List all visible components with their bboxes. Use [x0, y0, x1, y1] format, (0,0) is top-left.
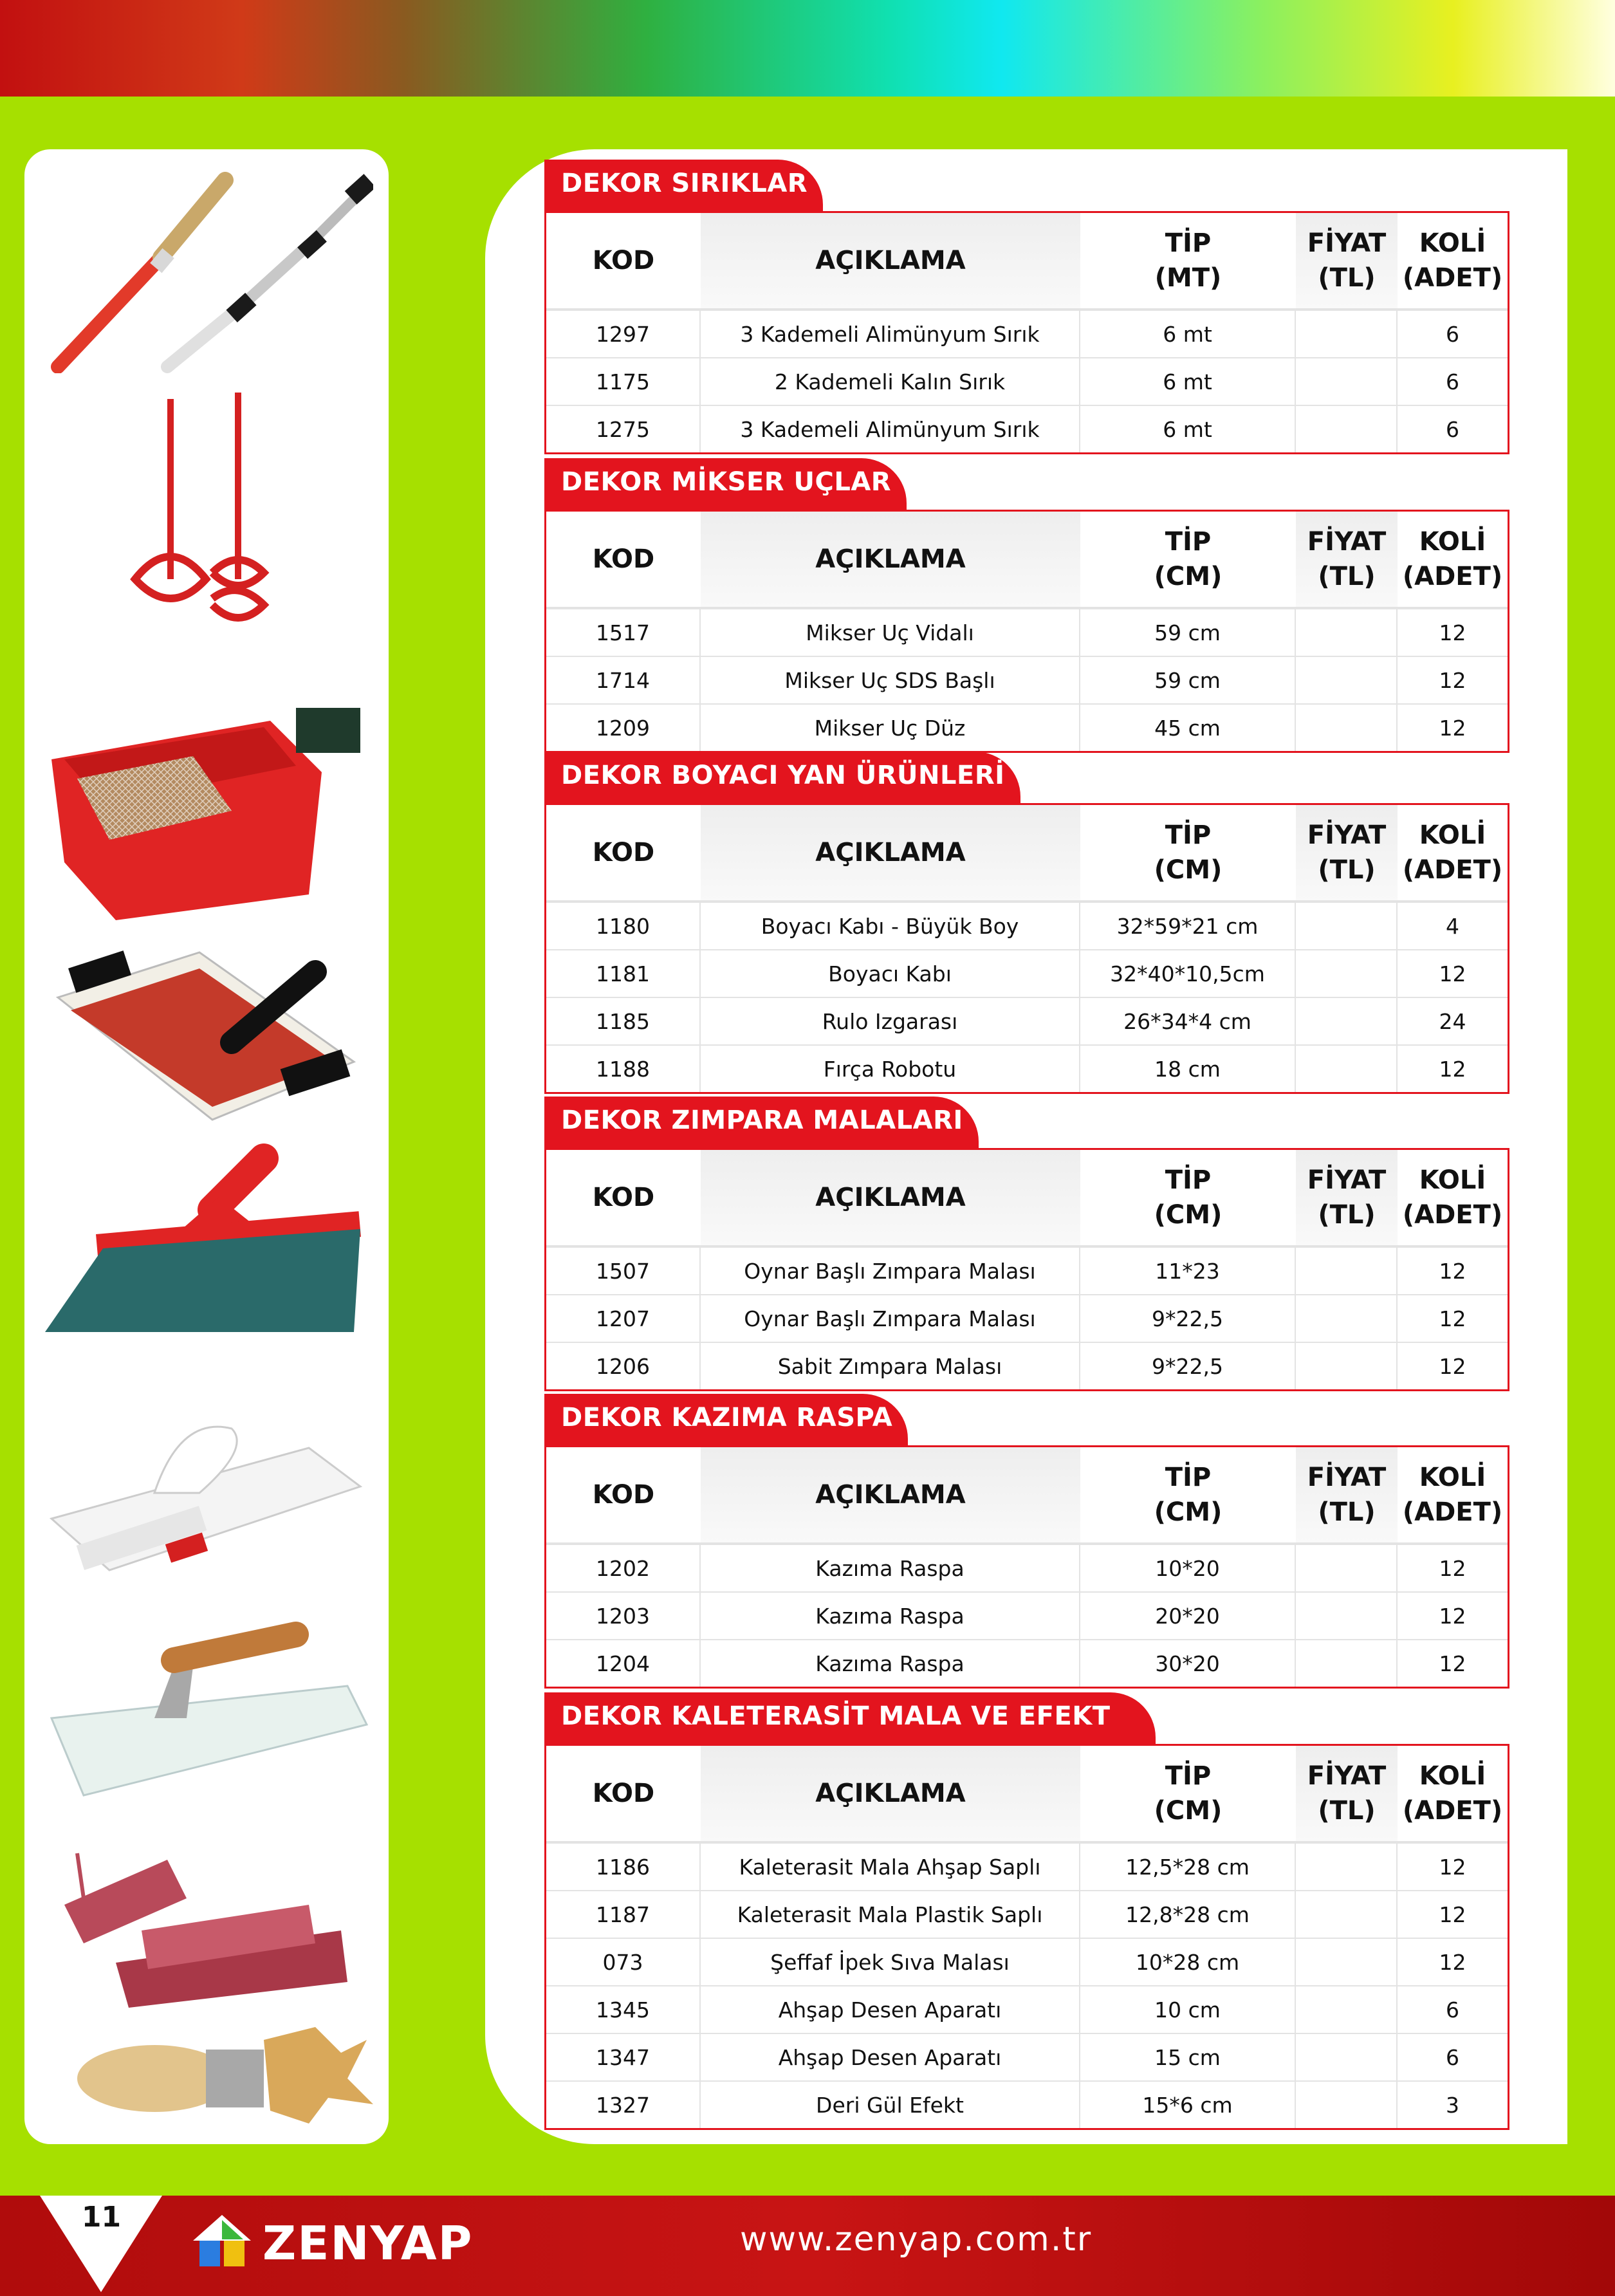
- cell-fiyat: [1296, 406, 1398, 452]
- cell-koli: 12: [1439, 1854, 1466, 1880]
- cell-aciklama: Ahşap Desen Aparatı: [701, 1986, 1080, 2033]
- sanding-board-image: [39, 933, 373, 1139]
- cell-tip: 59 cm: [1080, 657, 1296, 703]
- table-row: [546, 656, 1508, 703]
- table-header: [546, 1447, 1508, 1544]
- cell-fiyat: [1296, 1939, 1398, 1985]
- cell-aciklama: Sabit Zımpara Malası: [701, 1343, 1080, 1389]
- cell-fiyat: [1296, 903, 1398, 949]
- cell-fiyat: [1296, 609, 1398, 656]
- cell-fiyat: [1296, 1295, 1398, 1342]
- cell-koli: 6: [1446, 2044, 1459, 2070]
- cell-koli: 12: [1439, 667, 1466, 693]
- cell-aciklama: Rulo Izgarası: [701, 998, 1080, 1044]
- col-aciklama: AÇIKLAMA: [701, 512, 1080, 607]
- cell-kod: 1187: [546, 1891, 701, 1938]
- cell-tip: 20*20: [1080, 1593, 1296, 1639]
- kazima-raspa-image: [39, 1403, 373, 1596]
- table-row: [546, 1938, 1508, 1985]
- cell-tip: 30*20: [1080, 1640, 1296, 1687]
- product-table: [544, 211, 1509, 454]
- col-koli: KOLİ (ADET): [1402, 1463, 1503, 1527]
- cell-koli: 12: [1439, 961, 1466, 986]
- page-number: 11: [81, 2201, 122, 2234]
- cell-tip: 10 cm: [1080, 1986, 1296, 2033]
- cell-tip: 9*22,5: [1080, 1295, 1296, 1342]
- cell-tip: 32*59*21 cm: [1080, 903, 1296, 949]
- table-row: [546, 2033, 1508, 2080]
- cell-fiyat: [1296, 1593, 1398, 1639]
- cell-koli: 12: [1439, 1306, 1466, 1331]
- col-kod: KOD: [592, 1480, 655, 1510]
- section-title: DEKOR KALETERASİT MALA VE EFEKT: [544, 1692, 1156, 1744]
- col-tip: TİP (MT): [1154, 228, 1222, 293]
- cell-kod: 1202: [546, 1545, 701, 1591]
- plastering-trowel-image: [39, 1609, 373, 1802]
- cell-fiyat: [1296, 657, 1398, 703]
- cell-fiyat: [1296, 1343, 1398, 1389]
- cell-koli: 12: [1439, 715, 1466, 741]
- cell-aciklama: Oynar Başlı Zımpara Malası: [701, 1248, 1080, 1294]
- cell-kod: 1204: [546, 1640, 701, 1687]
- section-title: DEKOR BOYACI YAN ÜRÜNLERİ: [544, 752, 1020, 803]
- mixer-paddle-image: [39, 386, 373, 643]
- table-header: [546, 512, 1508, 608]
- cell-fiyat: [1296, 1891, 1398, 1938]
- col-tip: TİP (CM): [1154, 1463, 1223, 1527]
- section-title: DEKOR KAZIMA RASPA: [544, 1394, 908, 1445]
- table-row: [546, 703, 1508, 751]
- cell-fiyat: [1296, 950, 1398, 997]
- table-row: [546, 1544, 1508, 1591]
- col-fiyat: FİYAT (TL): [1296, 512, 1398, 607]
- cell-koli: 12: [1439, 1258, 1466, 1284]
- paint-pole-image: [39, 161, 373, 373]
- cell-koli: 3: [1446, 2092, 1459, 2118]
- table-row: [546, 1639, 1508, 1687]
- cell-tip: 6 mt: [1080, 358, 1296, 405]
- cell-tip: 10*20: [1080, 1545, 1296, 1591]
- cell-fiyat: [1296, 1046, 1398, 1092]
- col-fiyat: FİYAT (TL): [1296, 1150, 1398, 1245]
- col-koli: KOLİ (ADET): [1402, 1761, 1503, 1826]
- table-row: [546, 405, 1508, 452]
- brand-name: ZENYAP: [263, 2216, 474, 2270]
- cell-koli: 12: [1439, 1651, 1466, 1676]
- table-row: [546, 1591, 1508, 1639]
- product-table: [544, 803, 1509, 1094]
- col-koli: KOLİ (ADET): [1402, 228, 1503, 293]
- table-row: [546, 1044, 1508, 1092]
- cell-aciklama: Boyacı Kabı - Büyük Boy: [701, 903, 1080, 949]
- col-tip: TİP (CM): [1154, 527, 1223, 591]
- cell-kod: 1186: [546, 1844, 701, 1890]
- website-link[interactable]: www.zenyap.com.tr: [740, 2220, 1093, 2259]
- cell-tip: 18 cm: [1080, 1046, 1296, 1092]
- cell-tip: 6 mt: [1080, 311, 1296, 357]
- cell-aciklama: Oynar Başlı Zımpara Malası: [701, 1295, 1080, 1342]
- scraper-trowel-image: [39, 1139, 373, 1345]
- col-koli: KOLİ (ADET): [1402, 820, 1503, 885]
- table-row: [546, 310, 1508, 357]
- table-header: [546, 213, 1508, 310]
- cell-kod: 1517: [546, 609, 701, 656]
- cell-aciklama: Fırça Robotu: [701, 1046, 1080, 1092]
- table-row: [546, 608, 1508, 656]
- col-koli: KOLİ (ADET): [1402, 527, 1503, 591]
- cell-tip: 11*23: [1080, 1248, 1296, 1294]
- col-aciklama: AÇIKLAMA: [701, 213, 1080, 308]
- cell-koli: 12: [1439, 1056, 1466, 1082]
- cell-fiyat: [1296, 311, 1398, 357]
- table-row: [546, 357, 1508, 405]
- cell-kod: 1327: [546, 2082, 701, 2128]
- cell-aciklama: Mikser Uç Vidalı: [701, 609, 1080, 656]
- logo-house-icon: [187, 2208, 257, 2273]
- cell-koli: 6: [1446, 321, 1459, 347]
- col-aciklama: AÇIKLAMA: [701, 1746, 1080, 1841]
- col-koli: KOLİ (ADET): [1402, 1165, 1503, 1230]
- cell-koli: 12: [1439, 1555, 1466, 1581]
- col-kod: KOD: [592, 544, 655, 574]
- cell-kod: 1206: [546, 1343, 701, 1389]
- cell-aciklama: 3 Kademeli Alimünyum Sırık: [701, 311, 1080, 357]
- cell-kod: 1207: [546, 1295, 701, 1342]
- table-row: [546, 1294, 1508, 1342]
- cell-fiyat: [1296, 358, 1398, 405]
- table-row: [546, 2080, 1508, 2128]
- cell-kod: 1347: [546, 2034, 701, 2080]
- product-table: [544, 510, 1509, 753]
- cell-aciklama: Ahşap Desen Aparatı: [701, 2034, 1080, 2080]
- leather-rose-brush-image: [39, 2027, 373, 2124]
- cell-koli: 12: [1439, 620, 1466, 645]
- cell-kod: 1203: [546, 1593, 701, 1639]
- cell-koli: 6: [1446, 416, 1459, 442]
- cell-kod: 1714: [546, 657, 701, 703]
- cell-fiyat: [1296, 705, 1398, 751]
- col-fiyat: FİYAT (TL): [1296, 1447, 1398, 1542]
- paint-tray-image: [39, 682, 373, 927]
- cell-aciklama: Şeffaf İpek Sıva Malası: [701, 1939, 1080, 1985]
- cell-kod: 1345: [546, 1986, 701, 2033]
- col-aciklama: AÇIKLAMA: [701, 1150, 1080, 1245]
- cell-fiyat: [1296, 1640, 1398, 1687]
- cell-kod: 1185: [546, 998, 701, 1044]
- col-fiyat: FİYAT (TL): [1296, 213, 1398, 308]
- table-row: [546, 1842, 1508, 1890]
- cell-koli: 12: [1439, 1603, 1466, 1629]
- col-aciklama: AÇIKLAMA: [701, 1447, 1080, 1542]
- col-kod: KOD: [592, 1183, 655, 1212]
- cell-kod: 1180: [546, 903, 701, 949]
- cell-tip: 15 cm: [1080, 2034, 1296, 2080]
- cell-fiyat: [1296, 2034, 1398, 2080]
- cell-aciklama: Kazıma Raspa: [701, 1545, 1080, 1591]
- cell-tip: 12,8*28 cm: [1080, 1891, 1296, 1938]
- cell-koli: 4: [1446, 913, 1459, 939]
- col-kod: KOD: [592, 838, 655, 867]
- col-tip: TİP (CM): [1154, 820, 1223, 885]
- cell-kod: 073: [546, 1939, 701, 1985]
- cell-aciklama: 3 Kademeli Alimünyum Sırık: [701, 406, 1080, 452]
- col-tip: TİP (CM): [1154, 1165, 1223, 1230]
- col-fiyat: FİYAT (TL): [1296, 1746, 1398, 1841]
- cell-tip: 59 cm: [1080, 609, 1296, 656]
- table-row: [546, 1246, 1508, 1294]
- cell-kod: 1175: [546, 358, 701, 405]
- table-row: [546, 949, 1508, 997]
- table-row: [546, 1985, 1508, 2033]
- cell-tip: 9*22,5: [1080, 1343, 1296, 1389]
- product-table: [544, 1445, 1509, 1689]
- section-title: DEKOR ZIMPARA MALALARI: [544, 1097, 979, 1148]
- cell-aciklama: Mikser Uç SDS Başlı: [701, 657, 1080, 703]
- cell-koli: 12: [1439, 1902, 1466, 1927]
- cell-kod: 1209: [546, 705, 701, 751]
- cell-fiyat: [1296, 1844, 1398, 1890]
- cell-aciklama: Deri Gül Efekt: [701, 2082, 1080, 2128]
- cell-koli: 24: [1439, 1008, 1466, 1034]
- cell-aciklama: Kaleterasit Mala Ahşap Saplı: [701, 1844, 1080, 1890]
- table-header: [546, 805, 1508, 902]
- cell-tip: 32*40*10,5cm: [1080, 950, 1296, 997]
- table-row: [546, 997, 1508, 1044]
- cell-aciklama: Kazıma Raspa: [701, 1640, 1080, 1687]
- cell-fiyat: [1296, 998, 1398, 1044]
- table-header: [546, 1150, 1508, 1246]
- table-row: [546, 902, 1508, 949]
- cell-tip: 15*6 cm: [1080, 2082, 1296, 2128]
- section-title: DEKOR SIRIKLAR: [544, 160, 823, 211]
- col-kod: KOD: [592, 246, 655, 275]
- table-header: [546, 1746, 1508, 1842]
- cell-koli: 12: [1439, 1949, 1466, 1975]
- cell-kod: 1275: [546, 406, 701, 452]
- cell-tip: 45 cm: [1080, 705, 1296, 751]
- cell-kod: 1181: [546, 950, 701, 997]
- cell-koli: 12: [1439, 1353, 1466, 1379]
- cell-fiyat: [1296, 2082, 1398, 2128]
- cell-aciklama: Mikser Uç Düz: [701, 705, 1080, 751]
- cell-fiyat: [1296, 1545, 1398, 1591]
- cell-koli: 6: [1446, 369, 1459, 394]
- cell-tip: 12,5*28 cm: [1080, 1844, 1296, 1890]
- cell-koli: 6: [1446, 1997, 1459, 2023]
- col-kod: KOD: [592, 1779, 655, 1808]
- col-fiyat: FİYAT (TL): [1296, 805, 1398, 900]
- table-row: [546, 1342, 1508, 1389]
- product-table: [544, 1148, 1509, 1391]
- cell-aciklama: Boyacı Kabı: [701, 950, 1080, 997]
- cell-fiyat: [1296, 1986, 1398, 2033]
- product-table: [544, 1744, 1509, 2130]
- cell-fiyat: [1296, 1248, 1398, 1294]
- cell-tip: 6 mt: [1080, 406, 1296, 452]
- section-title: DEKOR MİKSER UÇLAR: [544, 458, 907, 510]
- top-gradient-band: [0, 0, 1615, 97]
- cell-kod: 1188: [546, 1046, 701, 1092]
- cell-kod: 1297: [546, 311, 701, 357]
- cell-tip: 26*34*4 cm: [1080, 998, 1296, 1044]
- cell-kod: 1507: [546, 1248, 701, 1294]
- cell-tip: 10*28 cm: [1080, 1939, 1296, 1985]
- cell-aciklama: Kazıma Raspa: [701, 1593, 1080, 1639]
- col-aciklama: AÇIKLAMA: [701, 805, 1080, 900]
- cell-aciklama: 2 Kademeli Kalın Sırık: [701, 358, 1080, 405]
- col-tip: TİP (CM): [1154, 1761, 1223, 1826]
- table-row: [546, 1890, 1508, 1938]
- cell-aciklama: Kaleterasit Mala Plastik Saplı: [701, 1891, 1080, 1938]
- wood-grain-tool-image: [39, 1834, 373, 2008]
